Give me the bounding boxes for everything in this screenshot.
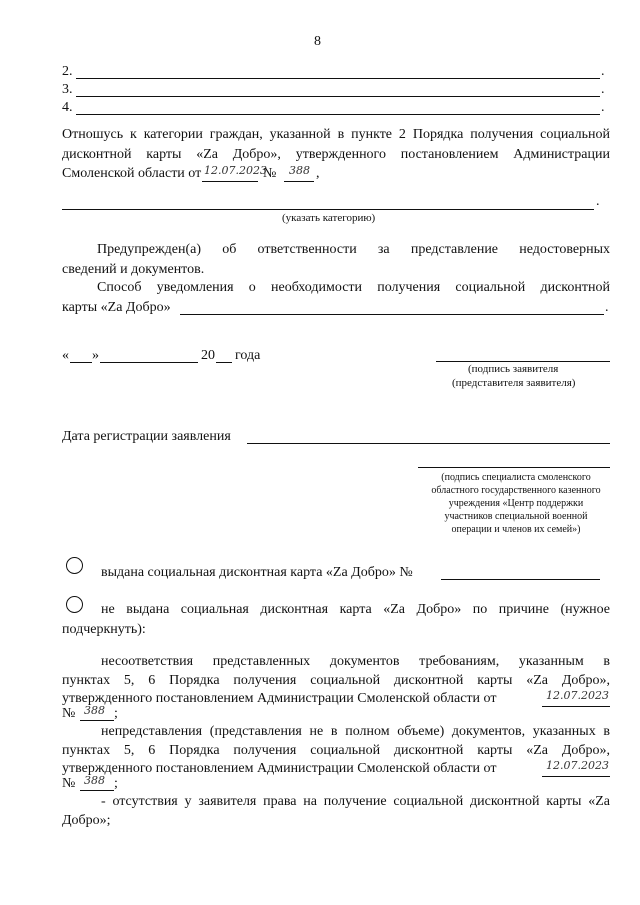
blank-line-4[interactable] — [76, 113, 600, 115]
handwritten-date: 12.07.2023 — [204, 164, 267, 177]
list-number-3: 3. — [62, 82, 73, 97]
registration-label: Дата регистрации заявления — [62, 429, 231, 444]
reason1-handwritten-number: 388 — [84, 704, 105, 717]
card-number-input-line[interactable] — [441, 578, 600, 580]
category-line-1: Отношусь к категории граждан, указанной в пункте 2 Порядка получения социальной — [62, 127, 610, 142]
reason2-handwritten-date: 12.07.2023 — [546, 759, 609, 772]
issued-label: выдана социальная дисконтная карта «Za Добро» № — [101, 565, 413, 580]
category-line-2: дисконтной карты «Za Добро», утвержденного постановлением Администрации — [62, 147, 610, 162]
registration-input-line[interactable] — [247, 442, 610, 444]
category-line-3: Смоленской области от — [62, 166, 202, 181]
month-blank[interactable] — [100, 361, 198, 363]
day-blank[interactable] — [70, 361, 92, 363]
list-number-2: 2. — [62, 64, 73, 79]
notify-line-1: Способ уведомления о необходимости получения социальной дисконтной — [97, 280, 610, 295]
year-blank[interactable] — [216, 361, 232, 363]
handwritten-number: 388 — [289, 164, 310, 177]
specialist-signature-line[interactable] — [418, 466, 610, 468]
page-number: 8 — [314, 34, 321, 49]
not-issued-line-2: подчеркнуть): — [62, 622, 146, 637]
not-issued-radio[interactable] — [66, 596, 83, 613]
warning-line-1: Предупрежден(а) об ответственности за представление недостоверных — [97, 242, 610, 257]
reason1-handwritten-date: 12.07.2023 — [546, 689, 609, 702]
category-input-line[interactable] — [62, 208, 594, 210]
applicant-signature-line[interactable] — [436, 360, 610, 362]
reason2-handwritten-number: 388 — [84, 774, 105, 787]
signature-caption-2: (представителя заявителя) — [452, 377, 576, 389]
list-number-4: 4. — [62, 100, 73, 115]
issued-radio[interactable] — [66, 557, 83, 574]
signature-caption-1: (подпись заявителя — [468, 363, 559, 375]
notify-line-2: карты «Za Добро» — [62, 300, 171, 315]
warning-line-2: сведений и документов. — [62, 262, 205, 277]
category-caption: (указать категорию) — [282, 212, 376, 224]
not-issued-line-1: не выдана социальная дисконтная карта «Za Добро» по причине (нужное — [101, 602, 610, 617]
notify-input-line[interactable] — [180, 313, 604, 315]
blank-line-3[interactable] — [76, 95, 600, 97]
blank-line-2[interactable] — [76, 77, 600, 79]
number-label: № — [263, 166, 277, 181]
